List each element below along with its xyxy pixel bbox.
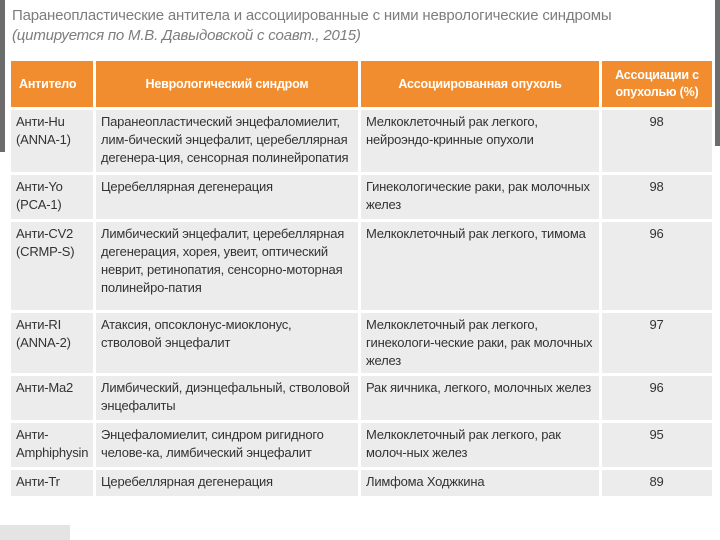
cell-syndrome: Церебеллярная дегенерация	[96, 175, 358, 219]
cell-antibody: Анти-Tr	[11, 470, 93, 496]
table-row	[11, 175, 712, 219]
cell-percent: 96	[602, 376, 712, 420]
header-antibody: Антитело	[11, 61, 93, 107]
cell-syndrome: Атаксия, опсоклонус-миоклонус, стволовой энцефалит	[96, 313, 358, 373]
antibody-table	[8, 58, 715, 499]
cell-antibody: Анти-Hu (ANNA-1)	[11, 110, 93, 172]
cell-percent: 98	[602, 175, 712, 219]
right-edge-bar	[715, 0, 720, 146]
table-row	[11, 222, 712, 310]
table-row	[11, 376, 712, 420]
cell-percent: 97	[602, 313, 712, 373]
cell-antibody: Анти-Yo (PCA-1)	[11, 175, 93, 219]
cell-tumor: Мелкоклеточный рак легкого, нейроэндо-кринные опухоли	[361, 110, 599, 172]
cell-percent: 96	[602, 222, 712, 310]
cell-antibody: Анти-Ma2	[11, 376, 93, 420]
header-syndrome: Неврологический синдром	[96, 61, 358, 107]
table-row	[11, 110, 712, 172]
cell-syndrome: Церебеллярная дегенерация	[96, 470, 358, 496]
cell-syndrome: Лимбический энцефалит, церебеллярная дегенерация, хорея, увеит, оптический неврит, ретинопатия, сенсорно-моторная полинейро-патия	[96, 222, 358, 310]
cell-tumor: Рак яичника, легкого, молочных желез	[361, 376, 599, 420]
cell-tumor: Лимфома Ходжкина	[361, 470, 599, 496]
title-line-2: (цитируется по М.В. Давыдовской с соавт., 2015)	[12, 27, 361, 44]
cell-syndrome: Паранеопластический энцефаломиелит, лим-бический энцефалит, церебеллярная дегенера-ция, сенсорная полинейропатия	[96, 110, 358, 172]
cell-syndrome: Энцефаломиелит, синдром ригидного челове-ка, лимбический энцефалит	[96, 423, 358, 467]
header-tumor: Ассоциированная опухоль	[361, 61, 599, 107]
cell-syndrome: Лимбический, диэнцефальный, стволовой энцефалиты	[96, 376, 358, 420]
cell-tumor: Мелкоклеточный рак легкого, гинекологи-ческие раки, рак молочных желез	[361, 313, 599, 373]
table-title	[12, 6, 612, 46]
cell-percent: 98	[602, 110, 712, 172]
cell-tumor: Гинекологические раки, рак молочных желез	[361, 175, 599, 219]
cell-tumor: Мелкоклеточный рак легкого, рак молоч-ных желез	[361, 423, 599, 467]
table-row	[11, 470, 712, 496]
table-header-row	[11, 61, 712, 107]
left-edge-bar	[0, 0, 5, 152]
table-row	[11, 423, 712, 467]
cell-antibody: Анти-RI (ANNA-2)	[11, 313, 93, 373]
title-line-1: Паранеопластические антитела и ассоциированные с ними неврологические синдромы	[12, 7, 612, 24]
cell-antibody: Анти-Amphiphysin	[11, 423, 93, 467]
cell-percent: 95	[602, 423, 712, 467]
cell-antibody: Анти-CV2 (CRMP-S)	[11, 222, 93, 310]
cell-percent: 89	[602, 470, 712, 496]
cell-tumor: Мелкоклеточный рак легкого, тимома	[361, 222, 599, 310]
table-row	[11, 313, 712, 373]
header-percent: Ассоциации с опухолью (%)	[602, 61, 712, 107]
bottom-corner-shade	[0, 525, 70, 540]
